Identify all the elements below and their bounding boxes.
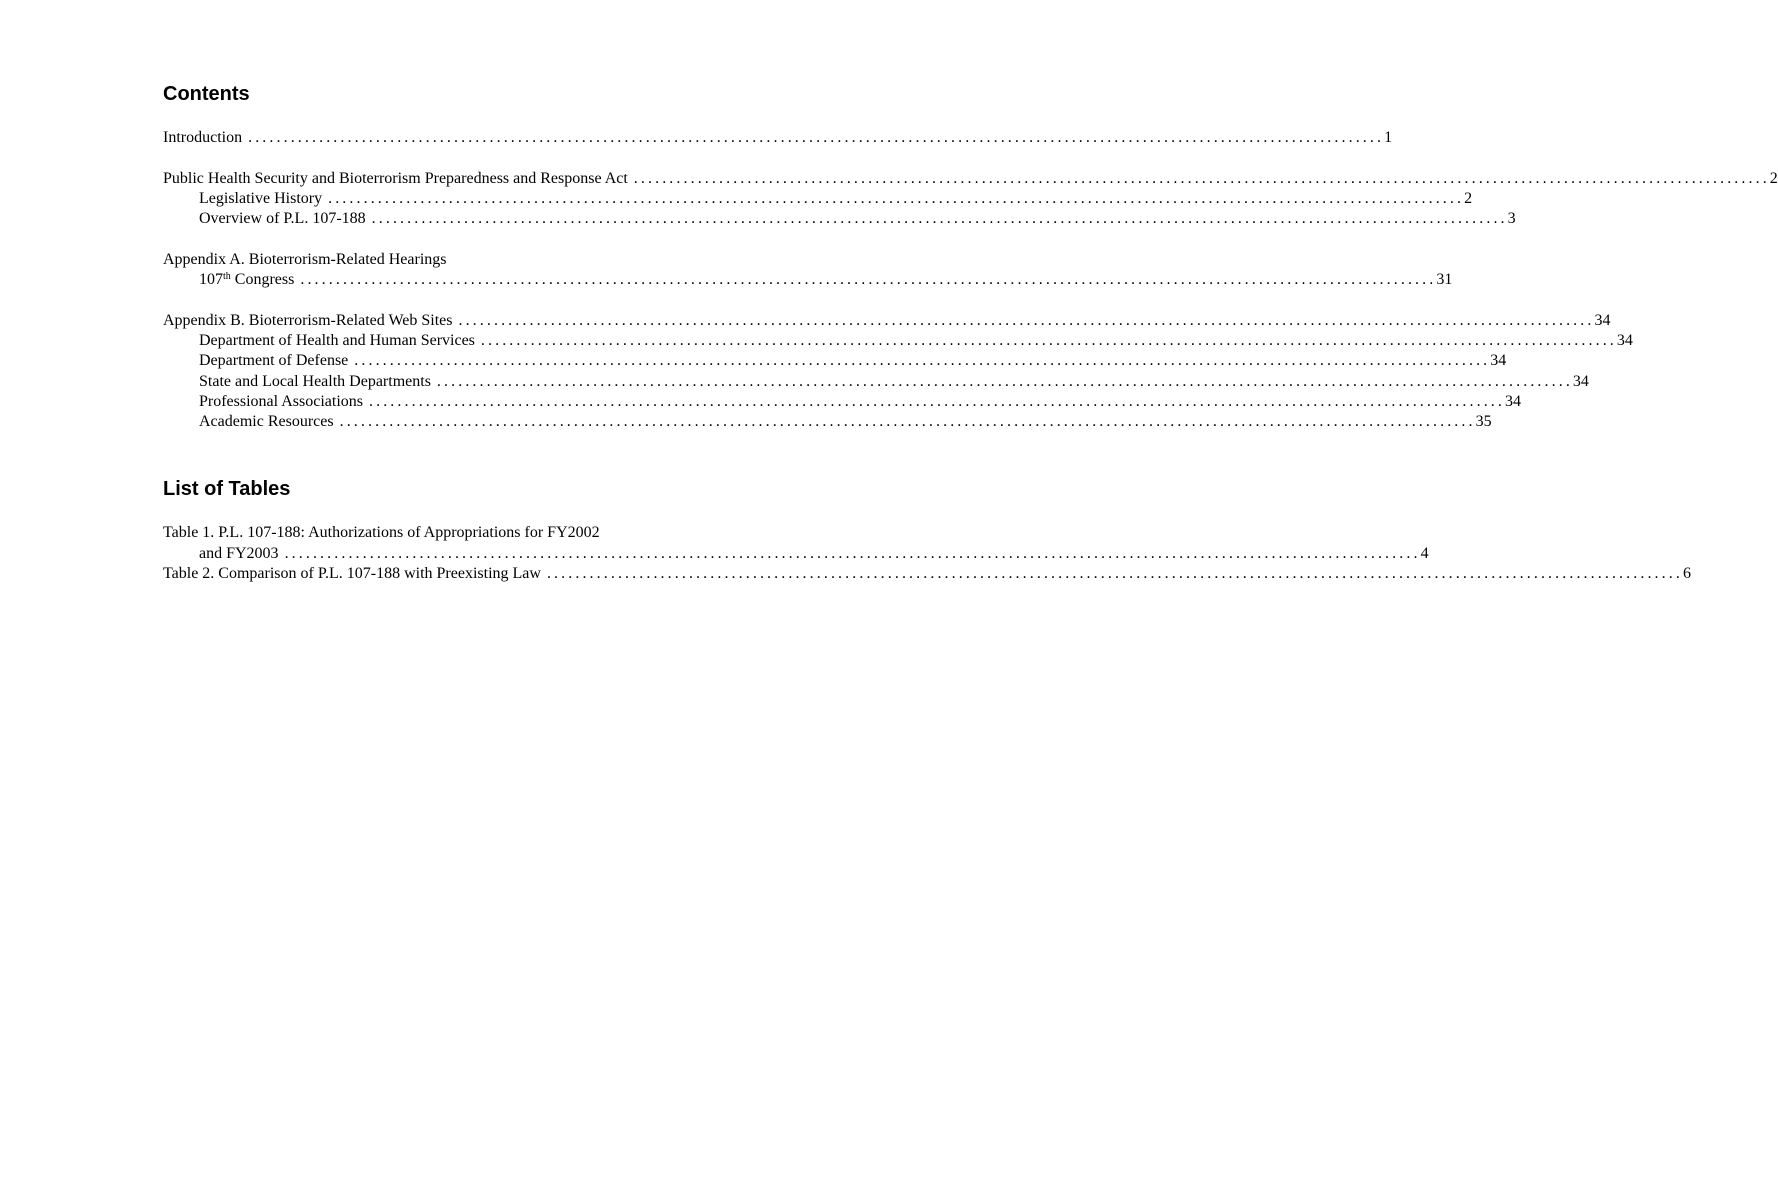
dot-leader: ................................................................................................................................................................ <box>328 189 1465 207</box>
toc-entry-page: 3 <box>1507 210 1516 228</box>
toc-entry-page: 2 <box>1769 169 1778 187</box>
toc-entry-label: Table 2. Comparison of P.L. 107-188 with Preexisting Law <box>163 565 541 583</box>
dot-leader: ................................................................................................................................................................ <box>300 271 1437 289</box>
toc-entry-label: Department of Health and Human Services <box>199 331 475 349</box>
toc-entry-academic[interactable] <box>163 412 1492 432</box>
toc-entry-label: Academic Resources <box>199 413 334 431</box>
toc-entry-appendix-a[interactable] <box>163 270 1453 290</box>
toc-entry-page: 34 <box>1505 392 1521 410</box>
dot-leader: ................................................................................................................................................................ <box>546 565 1683 583</box>
toc-entry-overview[interactable] <box>163 209 1516 229</box>
toc-entry-hhs[interactable] <box>163 331 1633 351</box>
toc-entry-label: Introduction <box>163 129 243 146</box>
toc-entry-label: Overview of P.L. 107-188 <box>199 210 366 228</box>
toc-entry-table2[interactable] <box>163 564 1691 584</box>
toc-entry-page: 4 <box>1420 544 1429 562</box>
toc-entry-page: 1 <box>1384 129 1393 146</box>
dot-leader: ................................................................................................................................................................ <box>436 372 1573 390</box>
toc-entry-label: Department of Defense <box>199 352 349 370</box>
congress-ordinal-suffix: th <box>223 271 231 283</box>
list-of-tables-heading: List of Tables <box>163 478 291 501</box>
dot-leader: ................................................................................................................................................................ <box>354 352 1491 370</box>
dot-leader: ................................................................................................................................................................ <box>633 169 1770 187</box>
toc-entry-professional[interactable] <box>163 392 1521 412</box>
list-of-tables <box>163 523 1691 584</box>
toc-group-introduction <box>163 128 1393 148</box>
toc-group-appendix-b <box>163 311 1633 433</box>
dot-leader: ................................................................................................................................................................ <box>458 311 1595 329</box>
dot-leader: ................................................................................................................................................................ <box>339 413 1476 431</box>
toc-entry-page: 34 <box>1594 311 1611 329</box>
congress-number: 107 <box>199 271 223 289</box>
toc-group-act <box>163 169 1778 230</box>
toc-entry-page: 6 <box>1682 565 1691 583</box>
toc-entry-appendix-a-title[interactable]: Appendix A. Bioterrorism-Related Hearings <box>163 250 447 268</box>
toc-group-appendix-a <box>163 250 1453 291</box>
contents-heading: Contents <box>163 83 250 105</box>
toc-entry-defense[interactable] <box>163 351 1507 371</box>
toc-entry-state-local[interactable] <box>163 372 1589 392</box>
toc-entry-label: Appendix B. Bioterrorism-Related Web Sites <box>163 311 453 329</box>
toc-entry-page: 2 <box>1464 189 1473 207</box>
toc-entry-appendix-b[interactable] <box>163 311 1611 331</box>
toc-entry-legislative-history[interactable] <box>163 189 1473 209</box>
toc-entry-page: 34 <box>1572 372 1589 390</box>
dot-leader: ................................................................................................................................................................ <box>284 544 1421 562</box>
dot-leader: ................................................................................................................................................................ <box>371 210 1508 228</box>
toc-entry-label: and FY2003 <box>199 544 279 562</box>
toc-entry-label: Legislative History <box>199 189 323 207</box>
dot-leader: ................................................................................................................................................................ <box>480 331 1617 349</box>
toc-entry-act[interactable] <box>163 169 1778 189</box>
toc-entry-page: 31 <box>1436 271 1453 289</box>
toc-entry-introduction[interactable] <box>163 128 1393 148</box>
toc-entry-page: 35 <box>1475 413 1492 431</box>
congress-word: Congress <box>230 271 295 289</box>
toc-entry-label: State and Local Health Departments <box>199 372 431 390</box>
dot-leader: ................................................................................................................................................................ <box>248 129 1385 146</box>
toc-entry-label: Professional Associations <box>199 392 363 410</box>
toc-entry-table1-title[interactable]: Table 1. P.L. 107-188: Authorizations of Appropriations for FY2002 <box>163 524 600 542</box>
toc-entry-label: Public Health Security and Bioterrorism Preparedness and Response Act <box>163 169 628 187</box>
toc-entry-label <box>199 270 294 290</box>
dot-leader: ................................................................................................................................................................ <box>369 392 1505 410</box>
document-page <box>163 80 1778 584</box>
contents-list <box>163 128 1778 432</box>
toc-entry-page: 34 <box>1616 331 1633 349</box>
toc-entry-page: 34 <box>1490 352 1507 370</box>
toc-entry-table1[interactable] <box>163 544 1429 564</box>
